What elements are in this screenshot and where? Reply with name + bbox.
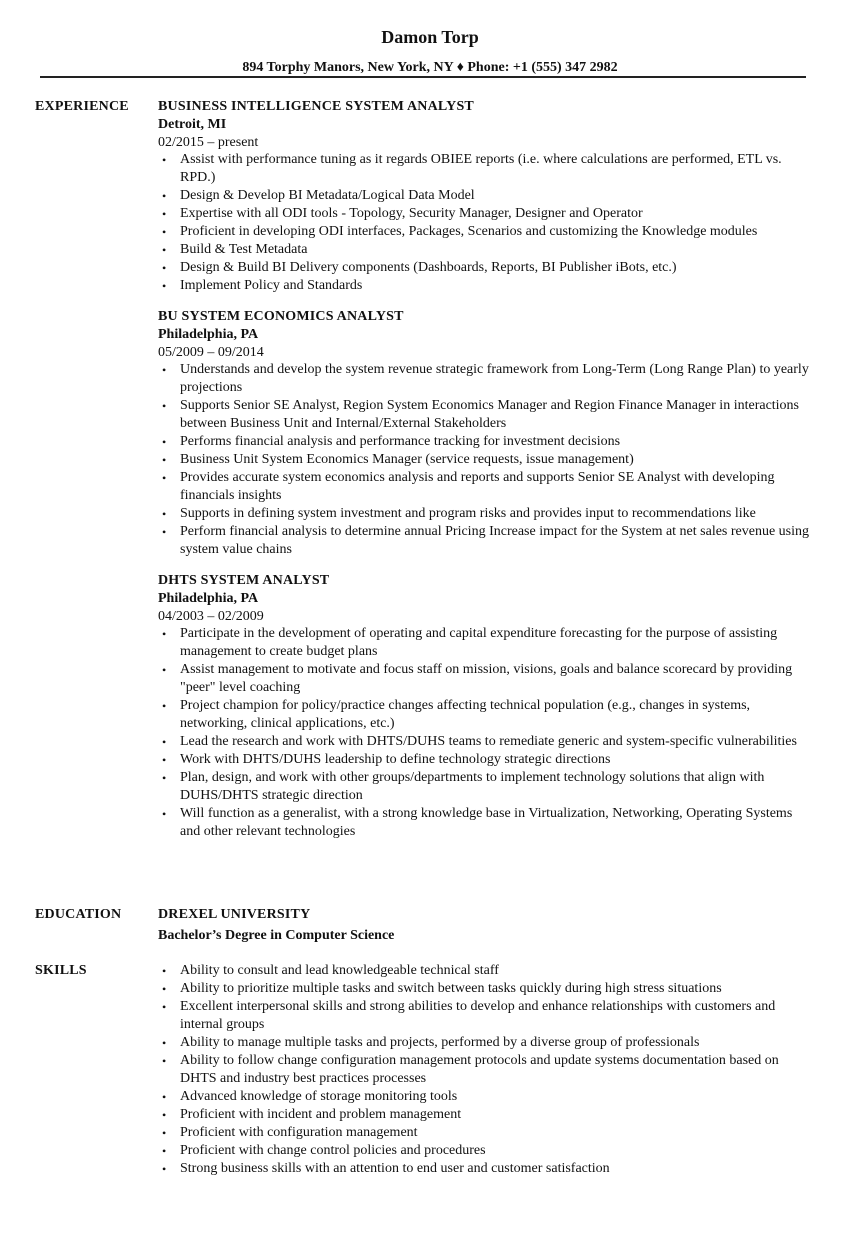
bullet-item	[158, 1034, 813, 1052]
bullet-icon: •	[162, 153, 167, 167]
bullet-item	[158, 151, 813, 187]
bullet-item	[158, 980, 813, 998]
section-title-skills: SKILLS	[35, 963, 87, 978]
bullet-item	[158, 469, 813, 505]
bullet-text: Implement Policy and Standards	[180, 278, 363, 293]
bullet-text: Assist with performance tuning as it regards OBIEE reports (i.e. where calculations are performed, ETL vs. RPD.)	[180, 152, 782, 185]
job-dates: 05/2009 – 09/2014	[158, 345, 264, 360]
education-body	[158, 906, 813, 945]
bullet-icon: •	[162, 753, 167, 767]
bullet-item	[158, 223, 813, 241]
bullet-icon: •	[162, 243, 167, 257]
bullet-text: Project champion for policy/practice changes affecting technical population (e.g., changes in systems, networking, clinical applications, etc.)	[180, 698, 751, 731]
bullet-text: Proficient with change control policies and procedures	[180, 1143, 486, 1158]
bullet-item	[158, 451, 813, 469]
bullet-icon: •	[162, 982, 167, 996]
job-entry	[158, 308, 813, 559]
bullet-item	[158, 241, 813, 259]
bullet-icon: •	[162, 807, 167, 821]
bullet-text: Excellent interpersonal skills and strong abilities to develop and enhance relationships with customers and internal groups	[180, 999, 776, 1032]
bullet-icon: •	[162, 471, 167, 485]
experience-jobs	[158, 98, 813, 854]
job-entry	[158, 98, 813, 295]
section-title-education: EDUCATION	[35, 907, 122, 922]
school-name: DREXEL UNIVERSITY	[158, 907, 311, 922]
bullet-text: Design & Develop BI Metadata/Logical Data Model	[180, 188, 475, 203]
bullet-item	[158, 1124, 813, 1142]
contact-line: 894 Torphy Manors, New York, NY ♦ Phone: +1 (555) 347 2982	[242, 60, 618, 75]
bullet-text: Build & Test Metadata	[180, 242, 308, 257]
bullet-item	[158, 1052, 813, 1088]
bullet-icon: •	[162, 261, 167, 275]
job-dates: 04/2003 – 02/2009	[158, 609, 264, 624]
bullet-text: Lead the research and work with DHTS/DUHS teams to remediate generic and system-specific vulnerabilities	[180, 734, 797, 749]
bullet-icon: •	[162, 663, 167, 677]
job-location: Philadelphia, PA	[158, 591, 259, 606]
job-title: BU SYSTEM ECONOMICS ANALYST	[158, 309, 404, 324]
bullet-text: Participate in the development of operating and capital expenditure forecasting for the purpose of assisting management to create budget plans	[180, 626, 778, 659]
bullet-item	[158, 1106, 813, 1124]
bullet-text: Perform financial analysis to determine annual Pricing Increase impact for the System at net sales revenue using system value chains	[180, 524, 810, 557]
bullet-icon: •	[162, 279, 167, 293]
bullet-icon: •	[162, 207, 167, 221]
bullet-icon: •	[162, 1126, 167, 1140]
bullet-icon: •	[162, 771, 167, 785]
bullet-text: Assist management to motivate and focus staff on mission, visions, goals and balance scorecard by providing "peer" level coaching	[180, 662, 793, 695]
bullet-text: Work with DHTS/DUHS leadership to define technology strategic directions	[180, 752, 611, 767]
bullet-item	[158, 397, 813, 433]
bullet-icon: •	[162, 1144, 167, 1158]
job-location: Detroit, MI	[158, 117, 227, 132]
bullet-item	[158, 697, 813, 733]
bullet-icon: •	[162, 1090, 167, 1104]
bullet-text: Expertise with all ODI tools - Topology, Security Manager, Designer and Operator	[180, 206, 643, 221]
bullet-icon: •	[162, 525, 167, 539]
bullet-icon: •	[162, 189, 167, 203]
bullet-icon: •	[162, 507, 167, 521]
bullet-icon: •	[162, 363, 167, 377]
bullet-item	[158, 259, 813, 277]
bullet-icon: •	[162, 399, 167, 413]
bullet-icon: •	[162, 453, 167, 467]
bullet-item	[158, 733, 813, 751]
bullet-item	[158, 998, 813, 1034]
bullet-icon: •	[162, 1108, 167, 1122]
bullet-item	[158, 1160, 813, 1178]
bullet-icon: •	[162, 1000, 167, 1014]
bullet-text: Design & Build BI Delivery components (Dashboards, Reports, BI Publisher iBots, etc.)	[180, 260, 677, 275]
job-title: DHTS SYSTEM ANALYST	[158, 573, 330, 588]
section-title-experience: EXPERIENCE	[35, 99, 129, 114]
bullet-icon: •	[162, 964, 167, 978]
bullet-item	[158, 205, 813, 223]
bullet-text: Business Unit System Economics Manager (service requests, issue management)	[180, 452, 634, 467]
bullet-icon: •	[162, 1054, 167, 1068]
bullet-text: Understands and develop the system revenue strategic framework from Long-Term (Long Range Plan) to yearly projections	[180, 362, 809, 395]
job-dates: 02/2015 – present	[158, 135, 259, 150]
job-bullets	[158, 151, 813, 295]
bullet-icon: •	[162, 435, 167, 449]
bullet-item	[158, 1142, 813, 1160]
bullet-icon: •	[162, 1036, 167, 1050]
bullet-icon: •	[162, 699, 167, 713]
bullet-item	[158, 523, 813, 559]
resume-name: Damon Torp	[381, 27, 479, 47]
bullet-item	[158, 962, 813, 980]
bullet-icon: •	[162, 225, 167, 239]
bullet-text: Advanced knowledge of storage monitoring tools	[180, 1089, 458, 1104]
bullet-text: Ability to manage multiple tasks and projects, performed by a diverse group of professionals	[180, 1035, 700, 1050]
bullet-text: Proficient with incident and problem management	[180, 1107, 462, 1122]
job-title: BUSINESS INTELLIGENCE SYSTEM ANALYST	[158, 99, 474, 114]
bullet-text: Proficient with configuration management	[180, 1125, 418, 1140]
bullet-text: Supports in defining system investment and program risks and provides input to recommendations like	[180, 506, 756, 521]
header-divider	[40, 76, 806, 78]
bullet-item	[158, 433, 813, 451]
bullet-item	[158, 277, 813, 295]
bullet-icon: •	[162, 735, 167, 749]
bullet-item	[158, 805, 813, 841]
job-entry	[158, 572, 813, 841]
bullet-item	[158, 661, 813, 697]
skills-bullets	[158, 962, 813, 1178]
bullet-text: Performs financial analysis and performance tracking for investment decisions	[180, 434, 621, 449]
bullet-item	[158, 751, 813, 769]
job-location: Philadelphia, PA	[158, 327, 259, 342]
bullet-text: Provides accurate system economics analysis and reports and supports Senior SE Analyst with developing financials insights	[180, 470, 775, 503]
bullet-icon: •	[162, 627, 167, 641]
bullet-item	[158, 361, 813, 397]
bullet-item	[158, 769, 813, 805]
job-bullets	[158, 361, 813, 559]
bullet-text: Ability to follow change configuration management protocols and update systems documentation based on DHTS and industry best practices processes	[180, 1053, 779, 1086]
bullet-text: Proficient in developing ODI interfaces, Packages, Scenarios and customizing the Knowledge modules	[180, 224, 758, 239]
bullet-text: Plan, design, and work with other groups/departments to implement technology solutions that align with DUHS/DHTS strategic direction	[180, 770, 765, 803]
bullet-text: Strong business skills with an attention to end user and customer satisfaction	[180, 1161, 610, 1176]
job-bullets	[158, 625, 813, 841]
bullet-text: Ability to consult and lead knowledgeable technical staff	[180, 963, 499, 978]
bullet-text: Will function as a generalist, with a strong knowledge base in Virtualization, Networking, Operating Systems and other relevant technologies	[180, 806, 793, 839]
bullet-item	[158, 625, 813, 661]
degree: Bachelor’s Degree in Computer Science	[158, 928, 395, 943]
bullet-text: Supports Senior SE Analyst, Region System Economics Manager and Region Finance Manager in interactions between Business Unit and Internal/External Stakeholders	[180, 398, 800, 431]
bullet-icon: •	[162, 1162, 167, 1176]
bullet-item	[158, 1088, 813, 1106]
bullet-item	[158, 187, 813, 205]
bullet-item	[158, 505, 813, 523]
bullet-text: Ability to prioritize multiple tasks and switch between tasks quickly during high stress situations	[180, 981, 722, 996]
skills-body	[158, 962, 813, 1178]
